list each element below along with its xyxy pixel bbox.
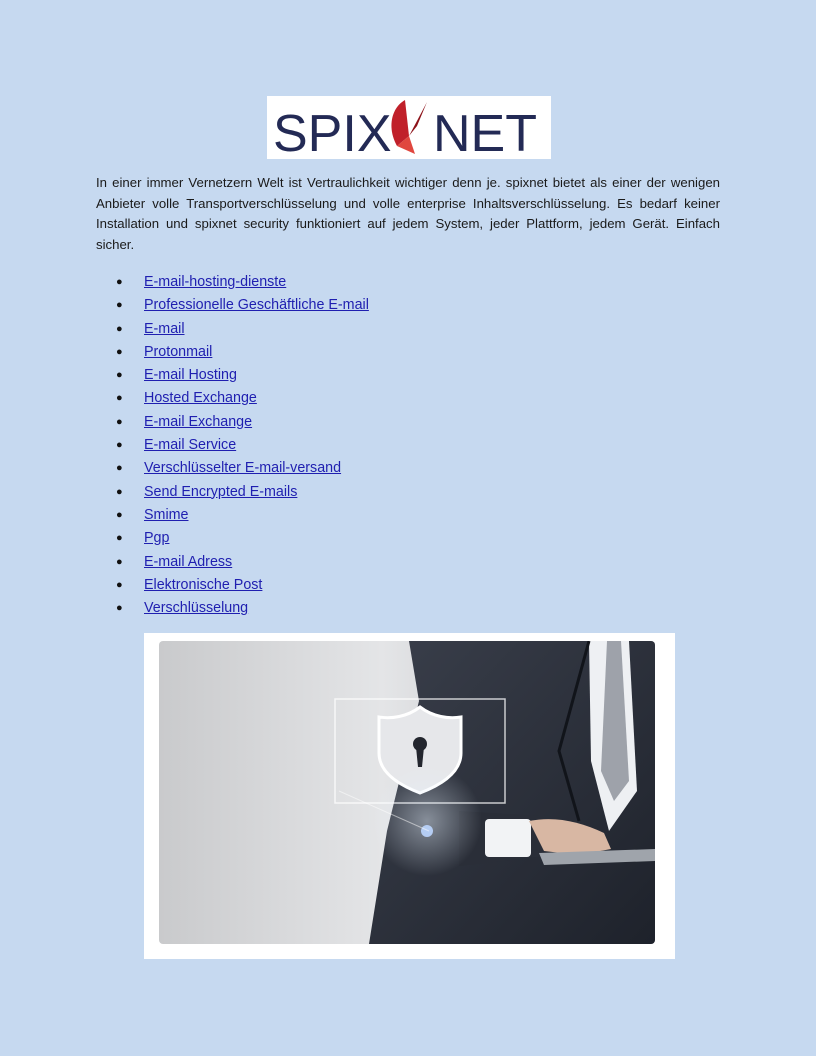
logo-text-left: SPIX	[273, 105, 392, 159]
spixnet-logo	[267, 96, 551, 159]
link-pgp[interactable]: Pgp	[144, 530, 170, 547]
list-item	[96, 387, 596, 410]
list-item	[96, 294, 596, 317]
logo-text-right: NET	[433, 105, 537, 159]
list-item	[96, 527, 596, 550]
link-elektronische-post[interactable]: Elektronische Post	[144, 576, 263, 593]
bullet-icon: ●	[116, 322, 123, 335]
list-item	[96, 364, 596, 387]
link-email-hosting[interactable]: E-mail Hosting	[144, 367, 237, 384]
list-item	[96, 481, 596, 504]
intro-paragraph: In einer immer Vernetzern Welt ist Vertraulichkeit wichtiger denn je. spixnet bietet als einer der wenigen Anbieter volle Transportverschlüsselung und volle enterprise Inhaltsverschlüsselung. Es bedarf keiner Installation und spixnet security funktioniert auf jedem System, jeder Plattform, jedem Gerät. Einfach sicher.	[96, 175, 720, 252]
link-email-exchange[interactable]: E-mail Exchange	[144, 413, 253, 430]
link-hosted-exchange[interactable]: Hosted Exchange	[144, 390, 257, 407]
link-email-service[interactable]: E-mail Service	[144, 437, 237, 454]
bullet-icon: ●	[116, 555, 123, 568]
bullet-icon: ●	[116, 415, 123, 428]
link-verschluesselter-email-versand[interactable]: Verschlüsselter E-mail-versand	[144, 460, 342, 477]
link-send-encrypted-emails[interactable]: Send Encrypted E-mails	[144, 483, 298, 500]
link-email-hosting-dienste[interactable]: E-mail-hosting-dienste	[144, 274, 287, 290]
link-email[interactable]: E-mail	[144, 320, 185, 337]
link-professionelle-geschaeftliche-email[interactable]: Professionelle Geschäftliche E-mail	[144, 297, 369, 314]
bullet-icon: ●	[116, 485, 123, 498]
bullet-icon: ●	[116, 345, 123, 358]
list-item	[96, 457, 596, 480]
list-item	[96, 597, 596, 620]
bullet-icon: ●	[116, 602, 123, 615]
bullet-icon: ●	[116, 392, 123, 405]
bullet-icon: ●	[116, 532, 123, 545]
list-item	[96, 504, 596, 527]
list-item	[96, 318, 596, 341]
bird-icon	[391, 100, 427, 154]
security-photo	[159, 641, 655, 944]
list-item	[96, 551, 596, 574]
list-item	[96, 271, 596, 294]
list-item	[96, 434, 596, 457]
bullet-icon: ●	[116, 439, 123, 452]
bullet-icon: ●	[116, 508, 123, 521]
link-smime[interactable]: Smime	[144, 506, 189, 523]
security-image-frame	[144, 633, 675, 959]
bullet-icon: ●	[116, 369, 123, 382]
list-item	[96, 411, 596, 434]
bullet-icon: ●	[116, 276, 123, 288]
link-list	[96, 271, 596, 620]
link-verschluesselung[interactable]: Verschlüsselung	[144, 600, 249, 617]
link-email-adress[interactable]: E-mail Adress	[144, 553, 233, 570]
bullet-icon: ●	[116, 462, 123, 475]
list-item	[96, 574, 596, 597]
bullet-icon: ●	[116, 299, 123, 312]
list-item	[96, 341, 596, 364]
link-protonmail[interactable]: Protonmail	[144, 343, 213, 360]
bullet-icon: ●	[116, 578, 123, 591]
